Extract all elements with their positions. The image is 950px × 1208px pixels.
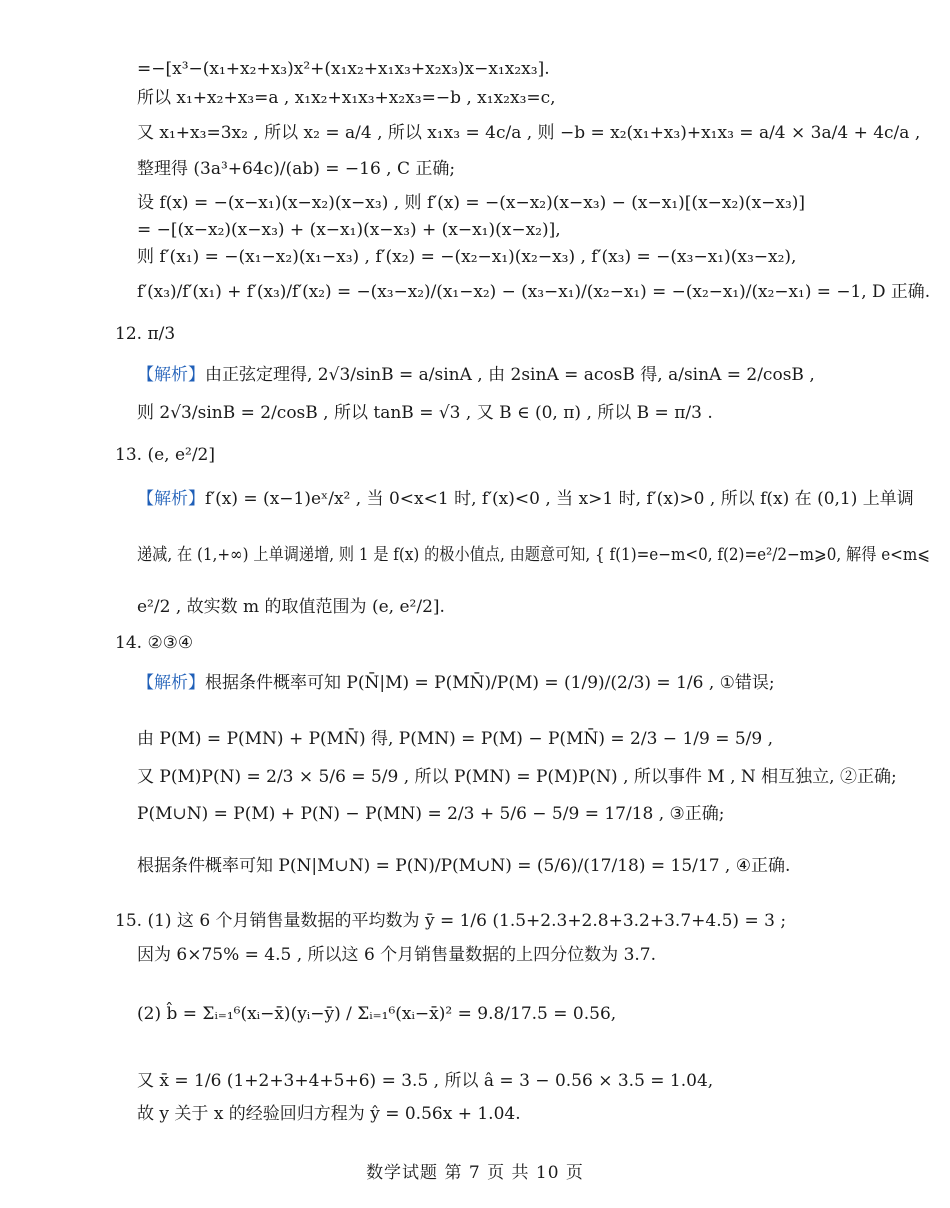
solution-line: 又 P(M)P(N) = 2/3 × 5/6 = 5/9 , 所以 P(MN) = P(M)P(N) , 所以事件 M , N 相互独立, ②正确; xyxy=(137,767,897,787)
solution-line: (2) b̂ = Σᵢ₌₁⁶(xᵢ−x̄)(yᵢ−ȳ) / Σᵢ₌₁⁶(xᵢ−x̄)² = 9.8/17.5 = 0.56, xyxy=(137,1004,617,1024)
solution-line: 则 f′(x₁) = −(x₁−x₂)(x₁−x₃) , f′(x₂) = −(x₂−x₁)(x₂−x₃) , f′(x₃) = −(x₃−x₁)(x₃−x₂), xyxy=(137,247,797,267)
solution-line: = −[(x−x₂)(x−x₃) + (x−x₁)(x−x₃) + (x−x₁)(x−x₂)], xyxy=(137,220,561,240)
solution-line: 又 x₁+x₃=3x₂ , 所以 x₂ = a/4 , 所以 x₁x₃ = 4c/a , 则 −b = x₂(x₁+x₃)+x₁x₃ = a/4 × 3a/4 + 4c/a , xyxy=(137,123,921,143)
answer-12: 12. π/3 xyxy=(115,324,176,344)
solution-line: P(M∪N) = P(M) + P(N) − P(MN) = 2/3 + 5/6 − 5/9 = 17/18 , ③正确; xyxy=(137,804,725,824)
analysis-13: 【解析】f′(x) = (x−1)eˣ/x² , 当 0<x<1 时, f′(x)<0 , 当 x>1 时, f′(x)>0 , 所以 f(x) 在 (0,1) 上单调 xyxy=(137,489,914,509)
analysis-14: 【解析】根据条件概率可知 P(N̄|M) = P(MN̄)/P(M) = (1/9)/(2/3) = 1/6 , ①错误; xyxy=(137,673,775,693)
solution-line: 所以 x₁+x₂+x₃=a , x₁x₂+x₁x₃+x₂x₃=−b , x₁x₂x₃=c, xyxy=(137,88,556,108)
analysis-tag: 【解析】 xyxy=(137,365,205,385)
solution-line: 因为 6×75% = 4.5 , 所以这 6 个月销售量数据的上四分位数为 3.7. xyxy=(137,945,657,965)
analysis-12: 【解析】由正弦定理得, 2√3/sinB = a/sinA , 由 2sinA = acosB 得, a/sinA = 2/cosB , xyxy=(137,365,815,385)
answer-15: 15. (1) 这 6 个月销售量数据的平均数为 ȳ = 1/6 (1.5+2.3+2.8+3.2+3.7+4.5) = 3 ; xyxy=(115,911,787,931)
solution-line: 故 y 关于 x 的经验回归方程为 ŷ = 0.56x + 1.04. xyxy=(137,1104,521,1124)
solution-line: 设 f(x) = −(x−x₁)(x−x₂)(x−x₃) , 则 f′(x) = −(x−x₂)(x−x₃) − (x−x₁)[(x−x₂)(x−x₃)] xyxy=(137,193,806,213)
analysis-tag: 【解析】 xyxy=(137,673,205,693)
solution-line: 又 x̄ = 1/6 (1+2+3+4+5+6) = 3.5 , 所以 â = 3 − 0.56 × 3.5 = 1.04, xyxy=(137,1071,714,1091)
answer-14: 14. ②③④ xyxy=(115,633,194,653)
solution-line: e²/2 , 故实数 m 的取值范围为 (e, e²/2]. xyxy=(137,597,445,617)
answer-13: 13. (e, e²/2] xyxy=(115,445,215,465)
solution-line: f′(x₃)/f′(x₁) + f′(x₃)/f′(x₂) = −(x₃−x₂)/(x₁−x₂) − (x₃−x₁)/(x₂−x₁) = −(x₂−x₁)/(x₂−x₁) = −1, D 正确. xyxy=(137,282,931,302)
analysis-tag: 【解析】 xyxy=(137,489,205,509)
solution-line: 根据条件概率可知 P(N|M∪N) = P(N)/P(M∪N) = (5/6)/(17/18) = 15/17 , ④正确. xyxy=(137,856,791,876)
solution-line: 递减, 在 (1,+∞) 上单调递增, 则 1 是 f(x) 的极小值点, 由题意可知, { f(1)=e−m<0, f(2)=e²/2−m⩾0, 解得 e<m⩽ xyxy=(137,545,930,565)
solution-line: 则 2√3/sinB = 2/cosB , 所以 tanB = √3 , 又 B ∈ (0, π) , 所以 B = π/3 . xyxy=(137,403,713,423)
solution-line: 由 P(M) = P(MN) + P(MN̄) 得, P(MN) = P(M) − P(MN̄) = 2/3 − 1/9 = 5/9 , xyxy=(137,729,774,749)
page-footer: 数学试题 第 7 页 共 10 页 xyxy=(366,1163,584,1183)
solution-line: =−[x³−(x₁+x₂+x₃)x²+(x₁x₂+x₁x₃+x₂x₃)x−x₁x₂x₃]. xyxy=(137,59,550,79)
solution-line: 整理得 (3a³+64c)/(ab) = −16 , C 正确; xyxy=(137,159,456,179)
